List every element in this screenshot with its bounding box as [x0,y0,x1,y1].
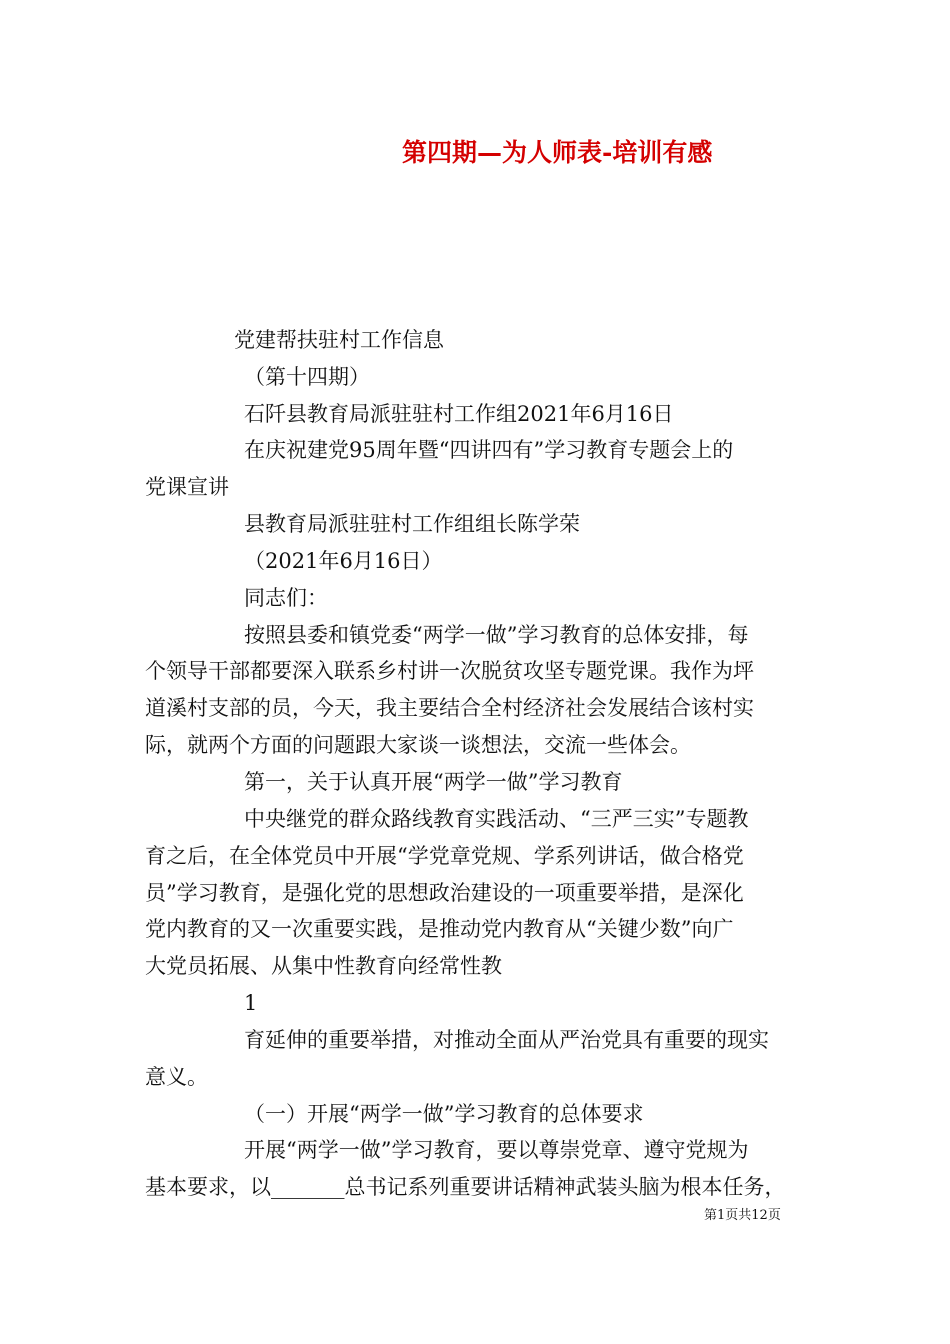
page-footer: 第1页共12页 [704,1208,781,1223]
page-number-inline: 1 [244,991,258,1015]
text-line: 党内教育的又一次重要实践，是推动党内教育从“关键少数”向广 [145,917,734,941]
text-line: 开展“两学一做”学习教育，要以尊崇党章、遵守党规为 [244,1138,749,1162]
text-line: 员”学习教育，是强化党的思想政治建设的一项重要举措，是深化 [145,881,744,905]
text-line: 在庆祝建党95周年暨“四讲四有”学习教育专题会上的 [244,438,734,462]
text-line: （第十四期） [244,365,370,389]
text-line: 中央继党的群众路线教育实践活动、“三严三实”专题教 [244,807,749,831]
text-line: 道溪村支部的员，今天，我主要结合全村经济社会发展结合该村实 [145,696,754,720]
text-line: 育之后，在全体党员中开展“学党章党规、学系列讲话，做合格党 [145,844,744,868]
text-line: 党建帮扶驻村工作信息 [234,328,444,352]
text-line: （2021年6月16日） [244,549,443,573]
text-line: 同志们： [244,586,328,610]
text-line: 基本要求，以_______总书记系列重要讲话精神武装头脑为根本任务， [145,1175,786,1199]
text-line: 县教育局派驻驻村工作组组长陈学荣 [244,512,580,536]
text-line: 石阡县教育局派驻驻村工作组2021年6月16日 [244,402,674,426]
text-line: 按照县委和镇党委“两学一做”学习教育的总体安排，每 [244,623,749,647]
text-line: 党课宣讲 [145,475,229,499]
text-line: （一）开展“两学一做”学习教育的总体要求 [244,1102,644,1126]
text-line: 际，就两个方面的问题跟大家谈一谈想法，交流一些体会。 [145,733,691,757]
text-line: 个领导干部都要深入联系乡村讲一次脱贫攻坚专题党课。我作为坪 [145,659,754,683]
text-line: 意义。 [145,1065,208,1089]
document-title: 第四期—为人师表-培训有感 [402,138,713,167]
text-line: 大党员拓展、从集中性教育向经常性教 [145,954,502,978]
text-line: 育延伸的重要举措，对推动全面从严治党具有重要的现实 [244,1028,769,1052]
text-line: 第一，关于认真开展“两学一做”学习教育 [244,770,623,794]
